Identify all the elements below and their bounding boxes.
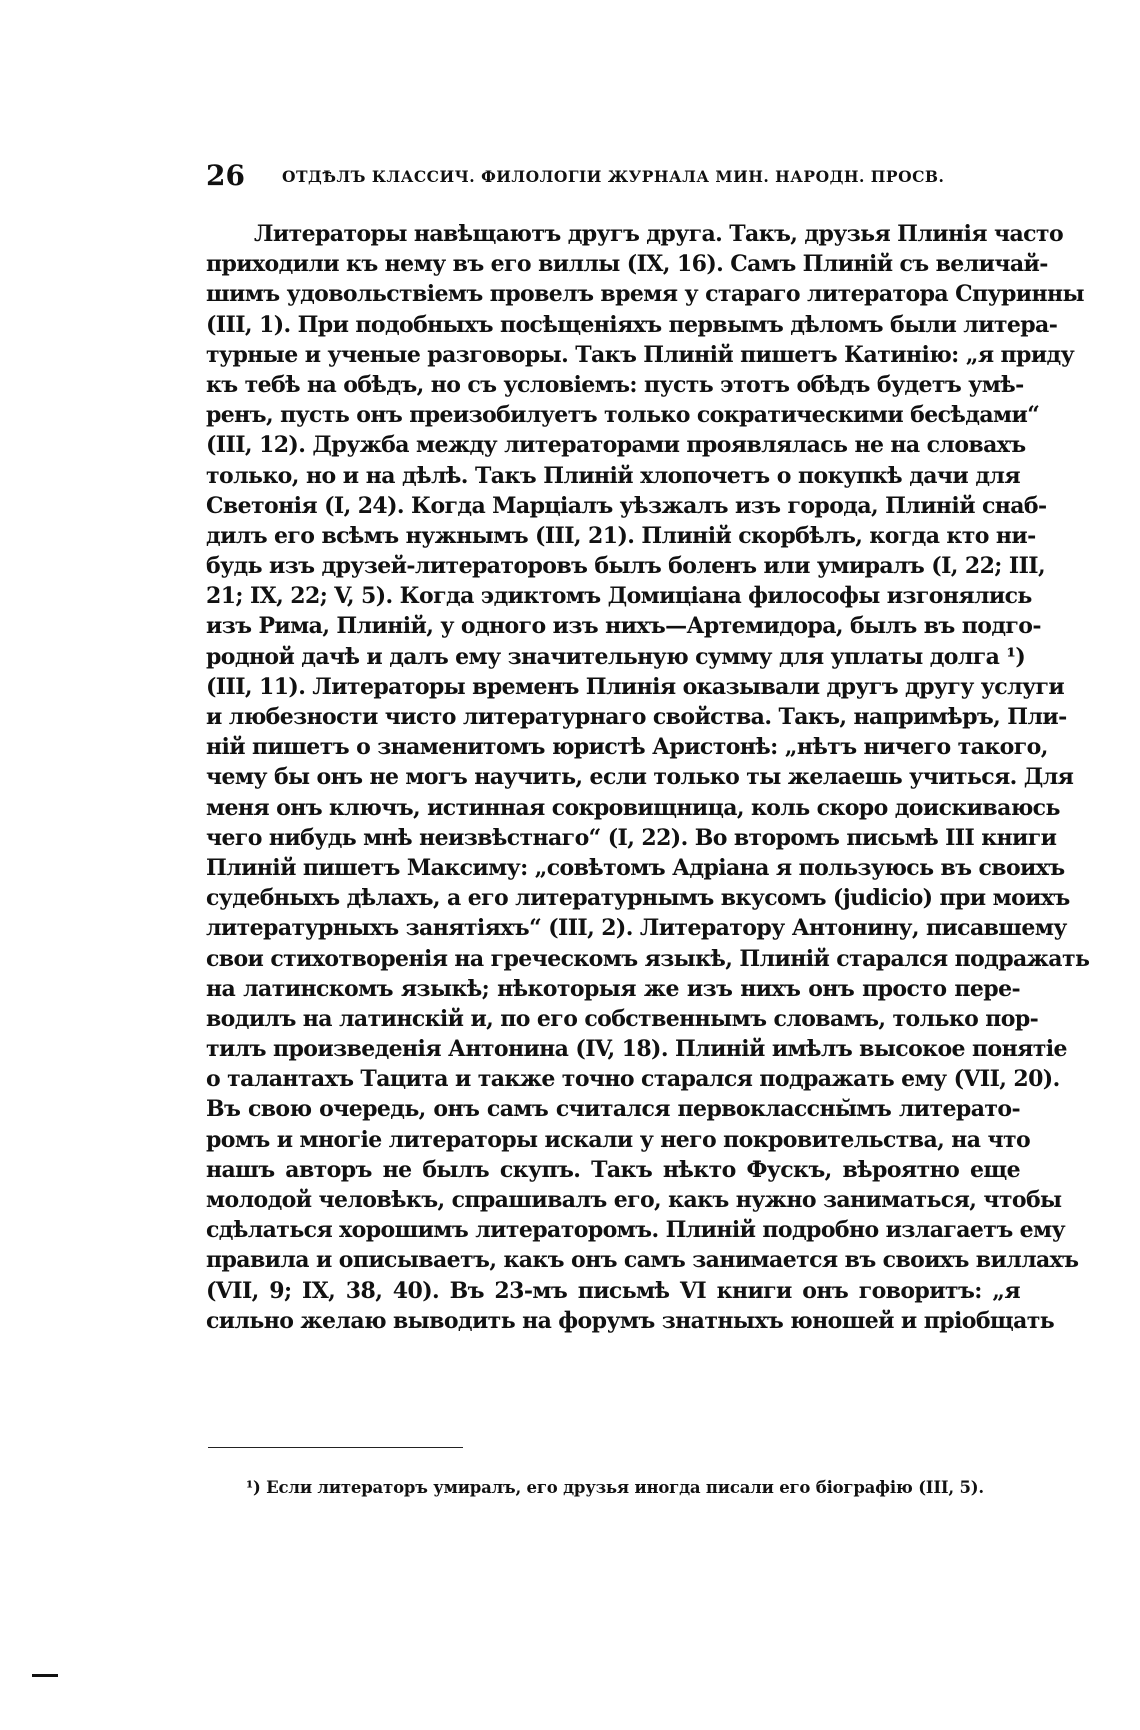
running-title: ОТДѢЛЪ КЛАССИЧ. ФИЛОЛОГІИ ЖУРНАЛА МИН. НАРОДН. ПРОСВ.	[282, 167, 945, 186]
text-line: будь изъ друзей-литераторовъ былъ боленъ или умиралъ (I, 22; III,	[206, 553, 1046, 580]
footnote: ¹) Если литераторъ умиралъ, его друзья иногда писали его біографію (III, 5).	[246, 1478, 984, 1497]
text-line: водилъ на латинскій и, по его собственнымъ словамъ, только пор-	[206, 1005, 1039, 1032]
text-line: Въ свою очередь, онъ самъ считался первоклассны̆мъ литерато-	[206, 1096, 1020, 1123]
text-line: родной дачѣ и далъ ему значительную сумму для уплаты долга ¹)	[206, 643, 1026, 670]
text-line: Светонія (I, 24). Когда Марціалъ уѣзжалъ изъ города, Плиній снаб-	[206, 492, 1047, 519]
text-line: на латинскомъ языкѣ; нѣкоторыя же изъ нихъ онъ просто пере-	[206, 975, 1020, 1002]
text-line: изъ Рима, Плиній, у одного изъ нихъ—Артемидора, былъ въ подго-	[206, 613, 1041, 640]
text-line: о талантахъ Тацита и также точно старался подражать ему (VII, 20).	[206, 1066, 1060, 1093]
text-line: нашъ авторъ не былъ скупъ. Такъ нѣкто Фускъ, вѣроятно еще	[206, 1156, 1020, 1183]
text-line: турные и ученые разговоры. Такъ Плиній пишетъ Катинію: „я приду	[206, 341, 1075, 368]
text-line: сдѣлаться хорошимъ литераторомъ. Плиній подробно излагаетъ ему	[206, 1217, 1066, 1244]
text-line: и любезности чисто литературнаго свойства. Такъ, напримѣръ, Пли-	[206, 704, 1067, 730]
page-number: 26	[206, 159, 245, 192]
text-line: чего нибудь мнѣ неизвѣстнаго“ (I, 22). Во второмъ письмѣ III книги	[206, 824, 1057, 851]
text-line: (III, 11). Литераторы временъ Плинія оказывали другъ другу услуги	[206, 673, 1065, 700]
text-line: (III, 12). Дружба между литераторами проявлялась не на словахъ	[206, 432, 1026, 459]
text-line: шимъ удовольствіемъ провелъ время у стараго литератора Спуринны	[206, 281, 1084, 308]
text-line: дилъ его всѣмъ нужнымъ (III, 21). Плиній скорбѣлъ, когда кто ни-	[206, 522, 1036, 549]
text-line: приходили къ нему въ его виллы (IX, 16). Самъ Плиній съ величай-	[206, 251, 1048, 278]
text-line: (III, 1). При подобныхъ посѣщеніяхъ первымъ дѣломъ были литера-	[206, 311, 1058, 338]
text-line: ромъ и многіе литераторы искали у него покровительства, на что	[206, 1126, 1031, 1153]
footnote-rule	[208, 1447, 463, 1448]
text-line: правила и описываетъ, какъ онъ самъ занимается въ своихъ виллахъ	[206, 1247, 1079, 1274]
text-line: только, но и на дѣлѣ. Такъ Плиній хлопочетъ о покупкѣ дачи для	[206, 462, 1020, 489]
text-line: сильно желаю выводить на форумъ знатныхъ юношей и пріобщать	[206, 1307, 1055, 1334]
text-line: свои стихотворенія на греческомъ языкѣ, Плиній старался подражать	[206, 945, 1090, 972]
text-line: къ тебѣ на обѣдъ, но съ условіемъ: пусть этотъ обѣдъ будетъ умѣ-	[206, 371, 1024, 398]
text-line: Литераторы навѣщаютъ другъ друга. Такъ, друзья Плинія часто	[254, 221, 1064, 247]
text-line: (VII, 9; IX, 38, 40). Въ 23-мъ письмѣ VI книги онъ говоритъ: „я	[206, 1277, 1020, 1304]
main-text	[206, 219, 1090, 1336]
margin-mark	[32, 1674, 58, 1677]
text-line: литературныхъ занятіяхъ“ (III, 2). Литератору Антонину, писавшему	[206, 915, 1067, 942]
text-line: ренъ, пусть онъ преизобилуетъ только сократическими бесѣдами“	[206, 402, 1040, 429]
text-line: молодой человѣкъ, спрашивалъ его, какъ нужно заниматься, чтобы	[206, 1187, 1062, 1213]
text-line: судебныхъ дѣлахъ, а его литературнымъ вкусомъ (judicio) при моихъ	[206, 885, 1070, 912]
text-line: ній пишетъ о знаменитомъ юристѣ Аристонѣ: „нѣтъ ничего такого,	[206, 734, 1048, 761]
text-line: тилъ произведенія Антонина (IV, 18). Плиній имѣлъ высокое понятіе	[206, 1036, 1067, 1063]
text-line: чему бы онъ не могъ научить, если только ты желаешь учиться. Для	[206, 764, 1074, 791]
running-header	[206, 160, 996, 192]
text-line: 21; IX, 22; V, 5). Когда эдиктомъ Домиціана философы изгонялись	[206, 583, 1032, 610]
text-line: Плиній пишетъ Максиму: „совѣтомъ Адріана я пользуюсь въ своихъ	[206, 854, 1065, 881]
text-line: меня онъ ключъ, истинная сокровищница, коль скоро доискиваюсь	[206, 794, 1060, 821]
